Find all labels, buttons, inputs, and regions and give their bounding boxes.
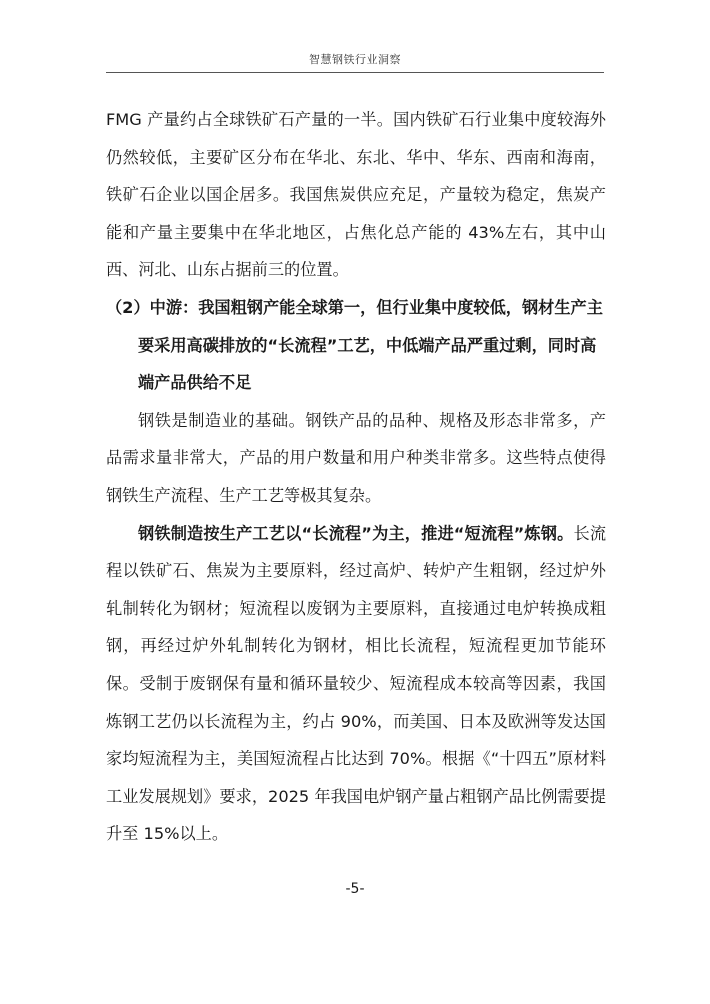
paragraph-lead-bold: 钢铁制造按生产工艺以“长流程”为主，推进“短流程”炼钢。: [138, 523, 574, 543]
running-header: 智慧钢铁行业洞察: [309, 53, 401, 66]
document-body: [106, 101, 606, 853]
paragraph-steel-basics: 钢铁是制造业的基础。钢铁产品的品种、规格及形态非常多，产品需求量非常大，产品的用户数量和用户种类非常多。这些特点使得钢铁生产流程、生产工艺等极其复杂。: [106, 410, 606, 505]
section-heading-midstream: （2）中游：我国粗钢产能全球第一，但行业集中度较低，钢材生产主要采用高碳排放的“长流程”工艺，中低端产品严重过剩，同时高端产品供给不足: [106, 297, 603, 393]
paragraph-iron-ore: FMG 产量约占全球铁矿石产量的一半。国内铁矿石行业集中度较海外仍然较低，主要矿区分布在华北、东北、华中、华东、西南和海南，铁矿石企业以国企居多。我国焦炭供应充足，产量较为稳定，焦炭产能和产量主要集中在华北地区，占焦化总产能的 43%左右，其中山西、河北、山东占据前三的位置。: [106, 110, 606, 280]
header-divider: [106, 72, 604, 73]
page-number: -5-: [345, 881, 365, 897]
paragraph-process-detail: 长流程以铁矿石、焦炭为主要原料，经过高炉、转炉产生粗钢，经过炉外轧制转化为钢材；短流程以废钢为主要原料，直接通过电炉转换成粗钢，再经过炉外轧制转化为钢材，相比长流程，短流程更加节能环保。受制于废钢保有量和循环量较少、短流程成本较高等因素，我国炼钢工艺仍以长流程为主，约占 90%，而美国、日本及欧洲等发达国家均短流程为主，美国短流程占比达到 70%。根据《“十四五”原材料工业发展规划》要求，2025 年我国电炉钢产量占粗钢产品比例需要提升至 15%以上。: [106, 523, 607, 844]
